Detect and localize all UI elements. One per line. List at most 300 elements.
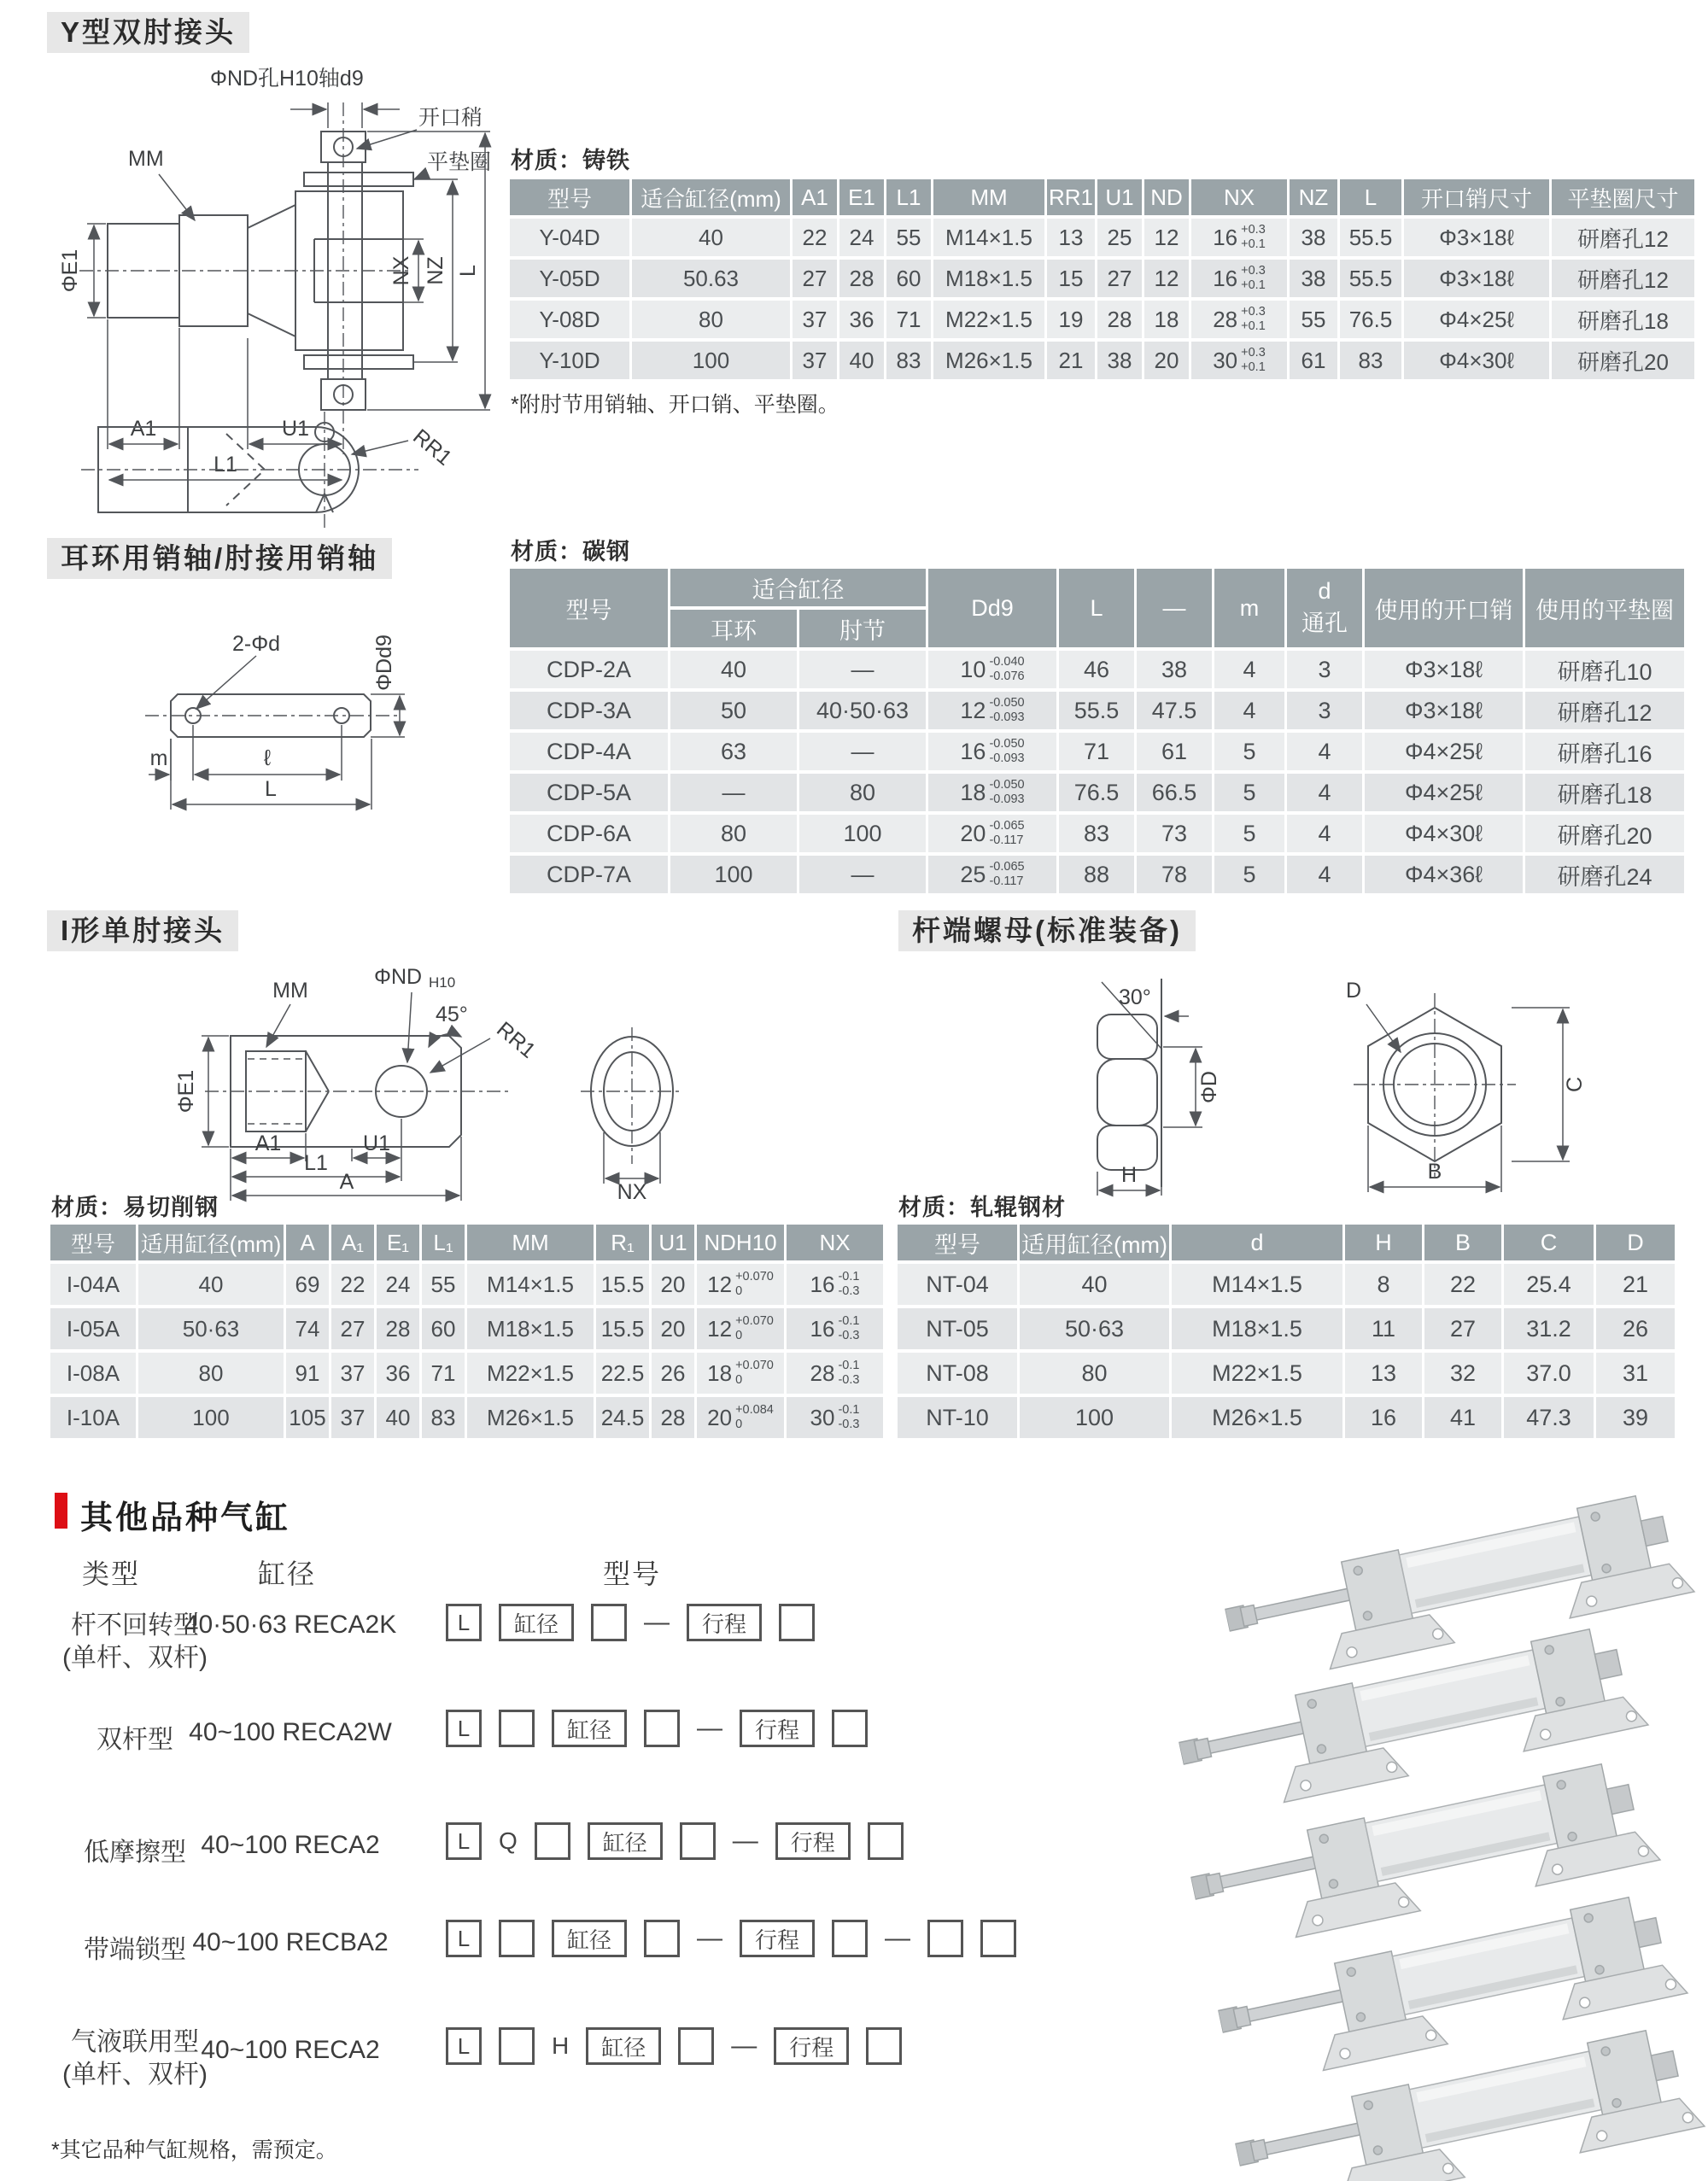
table-cell: M18×1.5	[467, 1308, 594, 1349]
code-letter: Q	[499, 1827, 518, 1854]
column-header: A1	[793, 179, 837, 215]
column-header: L	[1340, 179, 1401, 215]
table-row	[510, 815, 1684, 852]
table-cell: 12	[1144, 219, 1189, 256]
table-cell: —	[799, 651, 926, 688]
table-cell: 83	[886, 342, 931, 379]
table-cell: 40	[839, 342, 884, 379]
table-cell: Y-04D	[510, 219, 629, 256]
table-cell: 28	[1097, 301, 1142, 338]
table-cell: 47.5	[1137, 692, 1212, 729]
table-cell: Φ4×30ℓ	[1365, 815, 1523, 852]
column-header: MM	[933, 179, 1044, 215]
table-row	[510, 301, 1694, 338]
table-cell: 研磨孔18	[1552, 301, 1694, 338]
dim-label-cotter-pin: 开口稍	[418, 106, 483, 130]
table-row	[898, 1264, 1675, 1305]
table-cell: 40	[1020, 1264, 1169, 1305]
table-cell: 40	[377, 1397, 419, 1438]
dim-label-b: B	[1427, 1160, 1442, 1184]
column-header-line: 通孔	[1301, 611, 1348, 636]
column-header: NDH10	[697, 1225, 784, 1260]
table-cell: 20 -0.065 -0.117	[928, 815, 1056, 852]
table-cell: 83	[1340, 342, 1401, 379]
column-header: 开口销尺寸	[1404, 179, 1549, 215]
table-cell: 3	[1287, 651, 1362, 688]
table-cell: 4	[1287, 774, 1362, 811]
table-cell: CDP-6A	[510, 815, 668, 852]
dim-label-rr1: RR1	[408, 424, 457, 471]
material-label-1: 材质：铸铁	[511, 148, 630, 173]
table-cell: 38	[1290, 219, 1337, 256]
column-header	[1287, 569, 1362, 647]
table-cell: 13	[1345, 1353, 1422, 1394]
dim-label-nd: ΦND孔H10轴d9	[210, 67, 364, 91]
table-row	[510, 692, 1684, 729]
dim-label-rr1: RR1	[492, 1017, 541, 1063]
dim-label-c: C	[1563, 1076, 1587, 1093]
table-cell: 71	[422, 1353, 465, 1394]
table-cell: 13	[1047, 219, 1095, 256]
table-cell: 71	[886, 301, 931, 338]
code-box-行程: 行程	[740, 1920, 815, 1957]
table-cell: 37	[793, 342, 837, 379]
table-cell: I-05A	[50, 1308, 136, 1349]
table-cell: 16 +0.3 +0.1	[1191, 219, 1287, 256]
table-cell: 28	[839, 260, 884, 297]
table-cell: 55.5	[1340, 260, 1401, 297]
table-cell: 55.5	[1059, 692, 1134, 729]
table-cell: Y-05D	[510, 260, 629, 297]
variant-spec: 40~100 RECA2W	[189, 1718, 392, 1746]
code-box-empty	[644, 1710, 680, 1747]
table-cell: 36	[839, 301, 884, 338]
dim-label-l1: L1	[304, 1151, 328, 1175]
table-cell: 18 +0.070 0	[697, 1353, 784, 1394]
table-cell: 47.3	[1504, 1397, 1594, 1438]
column-header: 适合缸径(mm)	[632, 179, 790, 215]
column-header: E1	[839, 179, 884, 215]
column-header: 使用的平垫圈	[1525, 569, 1684, 647]
model-code-row	[446, 2027, 902, 2065]
table1-note: *附肘节用销轴、开口销、平垫圈。	[511, 393, 839, 417]
code-box-缸径: 缸径	[552, 1920, 627, 1957]
table-cell: M14×1.5	[933, 219, 1044, 256]
code-dash: —	[885, 1924, 910, 1952]
table-cell: 4	[1214, 692, 1284, 729]
table-cell: Φ4×36ℓ	[1365, 856, 1523, 893]
column-header: 型号	[898, 1225, 1017, 1260]
column-header: —	[1137, 569, 1212, 647]
dim-label-a1: A1	[254, 1131, 282, 1155]
column-header: H	[1345, 1225, 1422, 1260]
table-cell: 21	[1047, 342, 1095, 379]
table-cell: 研磨孔18	[1525, 774, 1684, 811]
table-cell: M18×1.5	[933, 260, 1044, 297]
dim-label-pin-l: L	[265, 777, 277, 801]
table-cell: 83	[1059, 815, 1134, 852]
section-title-pins	[47, 538, 392, 579]
table-cell: 15.5	[596, 1264, 649, 1305]
footer-note: *其它品种气缸规格，需预定。	[51, 2138, 337, 2162]
table-cell: 25.4	[1504, 1264, 1594, 1305]
table-cell: 16	[1345, 1397, 1422, 1438]
code-box-L: L	[446, 2027, 482, 2065]
table-cell: 31.2	[1504, 1308, 1594, 1349]
dim-label-nx: NX	[617, 1180, 647, 1204]
section-title-text: Y型双肘接头	[61, 16, 237, 48]
column-header: 适用缸径(mm)	[1020, 1225, 1169, 1260]
table-row	[50, 1308, 883, 1349]
i-joint-table	[48, 1221, 886, 1441]
code-box-empty	[927, 1920, 963, 1957]
column-header: L	[1059, 569, 1134, 647]
table-cell: 63	[670, 733, 797, 770]
table-cell: 18 -0.050 -0.093	[928, 774, 1056, 811]
table-cell: 55	[422, 1264, 465, 1305]
table-cell: Φ3×18ℓ	[1365, 692, 1523, 729]
table-cell: Φ3×18ℓ	[1404, 260, 1549, 297]
column-header: RR1	[1047, 179, 1095, 215]
section-title-i-joint	[47, 910, 238, 951]
column-header-model: 型号	[603, 1558, 662, 1589]
table-cell: 100	[138, 1397, 284, 1438]
table-cell: 60	[886, 260, 931, 297]
dim-label-l: L	[456, 265, 480, 277]
column-header: C	[1504, 1225, 1594, 1260]
table-cell: 80	[138, 1353, 284, 1394]
table-cell: 16 +0.3 +0.1	[1191, 260, 1287, 297]
table-cell: Φ4×30ℓ	[1404, 342, 1549, 379]
dim-label-45deg: 45°	[436, 1003, 468, 1026]
code-box-empty	[866, 2027, 902, 2065]
column-header: L1	[886, 179, 931, 215]
section-title-text: I形单肘接头	[61, 915, 225, 946]
table-cell: 21	[1596, 1264, 1675, 1305]
column-header: 适合缸径	[670, 569, 926, 606]
variant-type-label: 低摩擦型	[84, 1839, 186, 1867]
table-cell: CDP-2A	[510, 651, 668, 688]
table-cell: 105	[286, 1397, 329, 1438]
column-header: 耳环	[670, 610, 797, 647]
code-dash: —	[644, 1608, 670, 1636]
variant-type-label: 杆不回转型	[71, 1611, 199, 1640]
table-cell: M18×1.5	[1172, 1308, 1342, 1349]
table-cell: 12	[1144, 260, 1189, 297]
table-cell: Φ3×18ℓ	[1365, 651, 1523, 688]
table-cell: 61	[1137, 733, 1212, 770]
table-cell: CDP-4A	[510, 733, 668, 770]
table-cell: 5	[1214, 856, 1284, 893]
table-cell: 80	[1020, 1353, 1169, 1394]
table-cell: M26×1.5	[1172, 1397, 1342, 1438]
column-header: 型号	[510, 569, 668, 647]
table-row	[510, 342, 1694, 379]
table-cell: 55	[1290, 301, 1337, 338]
table-cell: 50.63	[632, 260, 790, 297]
code-box-empty	[678, 2027, 714, 2065]
table-cell: 5	[1214, 733, 1284, 770]
model-code-row	[446, 1822, 904, 1860]
table-cell: 19	[1047, 301, 1095, 338]
variant-type-label-2: (单杆、双杆)	[62, 2061, 208, 2089]
table-cell: 22	[1424, 1264, 1501, 1305]
table-cell: 88	[1059, 856, 1134, 893]
table-cell: M14×1.5	[467, 1264, 594, 1305]
section-title-y-clevis	[47, 12, 249, 53]
column-header-line: d	[1318, 578, 1331, 604]
table-cell: 40	[138, 1264, 284, 1305]
table-cell: 32	[1424, 1353, 1501, 1394]
table-cell: 39	[1596, 1397, 1675, 1438]
table-cell: 12 -0.050 -0.093	[928, 692, 1056, 729]
table-cell: Y-10D	[510, 342, 629, 379]
dim-label-mm: MM	[128, 147, 164, 171]
table-cell: 100	[799, 815, 926, 852]
table-cell: 27	[1424, 1308, 1501, 1349]
code-dash: —	[732, 1827, 758, 1855]
code-box-L: L	[446, 1920, 482, 1957]
table-cell: 3	[1287, 692, 1362, 729]
dim-label-m: m	[149, 746, 168, 770]
table-row	[898, 1397, 1675, 1438]
table-cell: 8	[1345, 1264, 1422, 1305]
table-cell: 76.5	[1340, 301, 1401, 338]
table-cell: 37	[793, 301, 837, 338]
code-box-行程: 行程	[740, 1710, 815, 1747]
pin-table	[507, 565, 1687, 897]
column-header: d	[1172, 1225, 1342, 1260]
code-box-缸径: 缸径	[499, 1604, 574, 1641]
column-header: L₁	[422, 1225, 465, 1260]
model-code-row	[446, 1920, 1016, 1957]
code-box-empty	[499, 2027, 535, 2065]
table-row	[50, 1397, 883, 1438]
table-cell: I-10A	[50, 1397, 136, 1438]
column-header: 适用缸径(mm)	[138, 1225, 284, 1260]
table-cell: 22.5	[596, 1353, 649, 1394]
table-cell: 20 +0.084 0	[697, 1397, 784, 1438]
table-row	[510, 651, 1684, 688]
column-header-bore: 缸径	[258, 1558, 317, 1589]
section-title-rod-end-nut	[898, 910, 1196, 951]
table-cell: 20	[652, 1264, 694, 1305]
table-cell: 10 -0.040 -0.076	[928, 651, 1056, 688]
table-cell: 16 -0.1 -0.3	[787, 1264, 883, 1305]
code-letter: H	[552, 2032, 570, 2059]
table-cell: 37.0	[1504, 1353, 1594, 1394]
column-header: R₁	[596, 1225, 649, 1260]
table-cell: 31	[1596, 1353, 1675, 1394]
table-cell: 24.5	[596, 1397, 649, 1438]
table-cell: 4	[1287, 733, 1362, 770]
table-cell: 55.5	[1340, 219, 1401, 256]
variant-spec: 40~100 RECA2	[201, 2036, 380, 2064]
table-cell: 25 -0.065 -0.117	[928, 856, 1056, 893]
dim-label-nd-tolerance: H10	[429, 974, 456, 991]
variant-spec: 40~100 RECBA2	[192, 1928, 389, 1956]
table-cell: M26×1.5	[467, 1397, 594, 1438]
table-cell: —	[670, 774, 797, 811]
table-cell: M14×1.5	[1172, 1264, 1342, 1305]
material-label-2: 材质：碳钢	[511, 539, 630, 564]
table-cell: M26×1.5	[933, 342, 1044, 379]
table-cell: 25	[1097, 219, 1142, 256]
table-cell: —	[799, 733, 926, 770]
table-cell: 78	[1137, 856, 1212, 893]
table-cell: 69	[286, 1264, 329, 1305]
table-cell: 5	[1214, 774, 1284, 811]
table-cell: NT-10	[898, 1397, 1017, 1438]
dim-label-2-phi-d: 2-Φd	[232, 632, 281, 656]
table-cell: 24	[839, 219, 884, 256]
table-cell: 61	[1290, 342, 1337, 379]
table-cell: M22×1.5	[933, 301, 1044, 338]
column-header: U1	[1097, 179, 1142, 215]
table-cell: 4	[1214, 651, 1284, 688]
dim-label-a1: A1	[130, 417, 157, 441]
table-cell: 研磨孔20	[1552, 342, 1694, 379]
table-cell: CDP-5A	[510, 774, 668, 811]
column-header: ND	[1144, 179, 1189, 215]
dim-label-l1: L1	[214, 453, 237, 477]
table-row	[510, 260, 1694, 297]
code-dash: —	[731, 2032, 757, 2060]
column-header: U1	[652, 1225, 694, 1260]
column-header: MM	[467, 1225, 594, 1260]
dim-label-30deg: 30°	[1119, 985, 1151, 1009]
dim-label-small-l: ℓ	[263, 745, 272, 770]
variant-spec: 40·50·63 RECA2K	[184, 1611, 397, 1639]
variant-type-label: 双杆型	[97, 1726, 173, 1754]
dim-label-e1: ΦE1	[58, 249, 82, 293]
table-cell: 20	[1144, 342, 1189, 379]
material-label-3: 材质：易切削钢	[51, 1195, 219, 1220]
table-cell: 研磨孔12	[1525, 692, 1684, 729]
table-cell: CDP-3A	[510, 692, 668, 729]
table-cell: 28 -0.1 -0.3	[787, 1353, 883, 1394]
table-cell: 22	[793, 219, 837, 256]
table-cell: 4	[1287, 856, 1362, 893]
table-cell: 46	[1059, 651, 1134, 688]
table-cell: 50·63	[138, 1308, 284, 1349]
code-dash: —	[697, 1924, 722, 1952]
table-cell: 30 -0.1 -0.3	[787, 1397, 883, 1438]
table-cell: 50	[670, 692, 797, 729]
table-cell: 18	[1144, 301, 1189, 338]
table-row	[510, 856, 1684, 893]
table-cell: 26	[652, 1353, 694, 1394]
column-header: 型号	[510, 179, 629, 215]
table-cell: 55	[886, 219, 931, 256]
table-cell: I-08A	[50, 1353, 136, 1394]
table-cell: 28	[652, 1397, 694, 1438]
table-cell: 15	[1047, 260, 1095, 297]
table-cell: I-04A	[50, 1264, 136, 1305]
table-cell: 30 +0.3 +0.1	[1191, 342, 1287, 379]
table-cell: 26	[1596, 1308, 1675, 1349]
dim-label-u1: U1	[282, 417, 309, 441]
table-row	[898, 1308, 1675, 1349]
table-cell: 28	[377, 1308, 419, 1349]
dim-label-nd: ΦND	[374, 965, 423, 989]
table-cell: 27	[331, 1308, 374, 1349]
table-cell: 16 -0.1 -0.3	[787, 1308, 883, 1349]
table-row	[510, 774, 1684, 811]
table-cell: 研磨孔20	[1525, 815, 1684, 852]
table-cell: 40	[632, 219, 790, 256]
code-box-empty	[832, 1920, 868, 1957]
table-cell: 16 -0.050 -0.093	[928, 733, 1056, 770]
dim-label-h: H	[1120, 1163, 1138, 1187]
code-box-行程: 行程	[775, 1822, 851, 1860]
dim-label-mm: MM	[272, 979, 308, 1003]
code-box-empty	[535, 1822, 570, 1860]
dim-label-nz: NZ	[424, 256, 447, 285]
table-cell: 80	[670, 815, 797, 852]
table-cell: Φ3×18ℓ	[1404, 219, 1549, 256]
table-cell: 71	[1059, 733, 1134, 770]
table-cell: —	[799, 856, 926, 893]
table-cell: 40·50·63	[799, 692, 926, 729]
section-accent-bar	[55, 1493, 67, 1529]
code-box-L: L	[446, 1822, 482, 1860]
column-header: B	[1424, 1225, 1501, 1260]
table-cell: 76.5	[1059, 774, 1134, 811]
column-header: 平垫圈尺寸	[1552, 179, 1694, 215]
table-cell: 36	[377, 1353, 419, 1394]
table-cell: 20	[652, 1308, 694, 1349]
column-header: A₁	[331, 1225, 374, 1260]
table-cell: 11	[1345, 1308, 1422, 1349]
table-row	[898, 1353, 1675, 1394]
pin-drawing	[26, 603, 436, 829]
model-code-row	[446, 1604, 815, 1641]
column-header: m	[1214, 569, 1284, 647]
table-cell: 37	[331, 1353, 374, 1394]
code-box-缸径: 缸径	[552, 1710, 627, 1747]
table-cell: 38	[1290, 260, 1337, 297]
table-cell: 12 +0.070 0	[697, 1308, 784, 1349]
table-cell: 41	[1424, 1397, 1501, 1438]
code-dash: —	[697, 1714, 722, 1742]
table-cell: 12 +0.070 0	[697, 1264, 784, 1305]
code-box-empty	[868, 1822, 904, 1860]
code-box-empty	[779, 1604, 815, 1641]
table-cell: Φ4×25ℓ	[1365, 733, 1523, 770]
table-cell: 27	[1097, 260, 1142, 297]
table-cell: 80	[799, 774, 926, 811]
table-cell: 83	[422, 1397, 465, 1438]
column-header-type: 类型	[82, 1558, 141, 1589]
column-header: 肘节	[799, 610, 926, 647]
code-box-empty	[680, 1822, 716, 1860]
table-cell: 4	[1287, 815, 1362, 852]
table-cell: Φ4×25ℓ	[1365, 774, 1523, 811]
table-row	[510, 733, 1684, 770]
dim-label-dd9: ΦDd9	[372, 634, 396, 691]
table-cell: 50·63	[1020, 1308, 1169, 1349]
i-joint-drawing	[34, 963, 854, 1207]
table-cell: CDP-7A	[510, 856, 668, 893]
column-header: NZ	[1290, 179, 1337, 215]
table-cell: M22×1.5	[1172, 1353, 1342, 1394]
table-cell: Φ4×25ℓ	[1404, 301, 1549, 338]
rod-end-nut-drawing	[888, 963, 1691, 1215]
table-cell: 38	[1097, 342, 1142, 379]
code-box-缸径: 缸径	[586, 2027, 661, 2065]
table-cell: NT-04	[898, 1264, 1017, 1305]
